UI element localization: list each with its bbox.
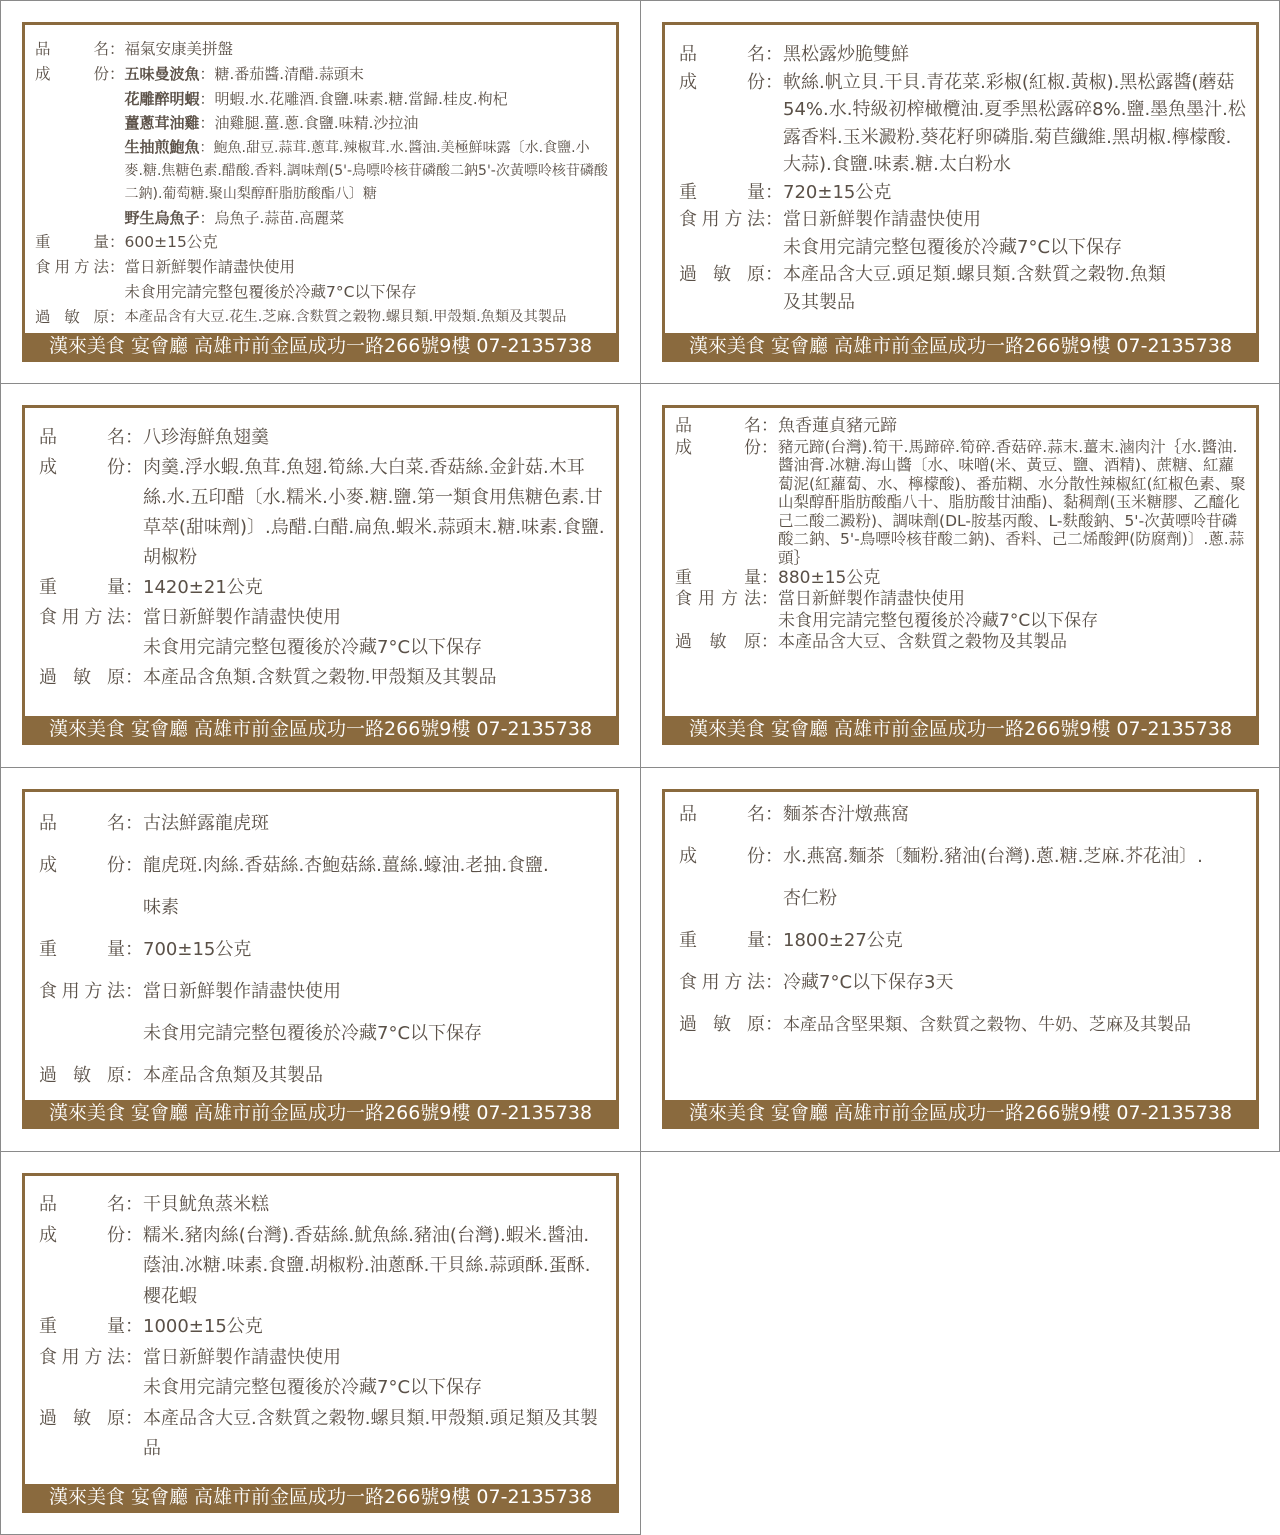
ingredient-item: 薑蔥茸油雞 ：油雞腿.薑.蔥.食鹽.味精.沙拉油 (124, 114, 419, 132)
label-footer: 漢來美食 宴會廳 高雄市前金區成功一路266號9樓 07-2135738 (665, 716, 1256, 742)
ingredient-item: 五味曼波魚 ：糖.番茄醬.清醋.蒜頭末 (124, 65, 364, 83)
allergen-value: 本產品含堅果類、含麩質之穀物、牛奶、芝麻及其製品 (783, 1015, 1191, 1035)
allergen-value: 本產品含魚類及其製品 (143, 1065, 323, 1086)
product-name: 魚香蓮貞豬元蹄 (778, 416, 897, 436)
food-label (22, 22, 619, 362)
weight-value: 1420±21公克 (143, 577, 263, 598)
ingredients-row: 成 份 ： 軟絲.帆立貝.干貝.青花菜.彩椒(紅椒.黃椒).黑松露醬(蘑菇54%.水.特級初榨橄欖油.夏季黑松露碎8%.鹽.墨魚墨汁.松露香料.玉米澱粉.葵花籽卵磷脂.菊苣纖維.黑胡椒.檸檬酸.大蒜).食鹽.味素.糖.太白粉水 (679, 69, 1246, 179)
allergen-row: 過 敏 原 ： 本產品含大豆.頭足類.螺貝類.含麩質之穀物.魚類及其製品 (679, 261, 1246, 316)
product-name: 干貝魷魚蒸米糕 (143, 1194, 269, 1215)
weight-value: 880±15公克 (778, 567, 881, 588)
usage-line: 當日新鮮製作請盡快使用 (143, 607, 341, 628)
weight-row: 重 量 ： 1800±27公克 (679, 920, 1246, 962)
label-footer: 漢來美食 宴會廳 高雄市前金區成功一路266號9樓 07-2135738 (665, 1100, 1256, 1126)
usage-line: 未食用完請完整包覆後於冷藏7°C以下保存 (143, 637, 483, 658)
product-name: 麵茶杏汁燉燕窩 (783, 804, 909, 825)
ingredients-value: 水.燕窩.麵茶〔麵粉.豬油(台灣).蔥.糖.芝麻.芥花油〕.杏仁粉 (783, 846, 1203, 909)
weight-value: 1000±15公克 (143, 1316, 263, 1337)
allergen-row: 過 敏 原 ： 本產品含大豆.含麩質之穀物.螺貝類.甲殼類.頭足類及其製品 (39, 1404, 606, 1465)
ingredients-row: 成 份 ： 水.燕窩.麵茶〔麵粉.豬油(台灣).蔥.糖.芝麻.芥花油〕.杏仁粉 (679, 836, 1246, 920)
product-name: 八珍海鮮魚翅羹 (143, 427, 269, 448)
usage-line: 當日新鮮製作請盡快使用 (143, 981, 341, 1002)
usage-row: 食 用 方 法 ： 當日新鮮製作請盡快使用 未食用完請完整包覆後於冷藏7°C以下保存 (35, 255, 608, 305)
ingredients-value: 肉羹.浮水蝦.魚茸.魚翅.筍絲.大白菜.香菇絲.金針菇.木耳絲.水.五印醋〔水.糯米.小麥.糖.鹽.第一類食用焦糖色素.甘草萃(甜味劑)〕.烏醋.白醋.扁魚.蝦米.蒜頭末.糖.味素.食鹽.胡椒粉 (143, 457, 605, 568)
label-footer: 漢來美食 宴會廳 高雄市前金區成功一路266號9樓 07-2135738 (665, 333, 1256, 359)
ingredient-item: 生抽煎鮑魚：鮑魚.甜豆.蒜茸.蔥茸.辣椒茸.水.醬油.美極鮮味露〔水.食鹽.小麥.糖.焦糖色素.醋酸.香料.調味劑(5'-鳥嘌呤核苷磷酸二鈉5'-次黃嘌呤核苷磷酸二鈉).葡萄糖.聚山梨醇酐脂肪酸酯八〕糖 (124, 137, 608, 202)
allergen-row: 過 敏 原 ： 本產品含堅果類、含麩質之穀物、牛奶、芝麻及其製品 (679, 1004, 1246, 1046)
allergen-row: 過 敏 原 ： 本產品含有大豆.花生.芝麻.含麩質之穀物.螺貝類.甲殼類.魚類及其製品 (35, 305, 608, 330)
weight-row: 重 量 ： 720±15公克 (679, 179, 1246, 207)
usage-row: 食 用 方 法 ： 當日新鮮製作請盡快使用 未食用完請完整包覆後於冷藏7°C以下保存 (675, 589, 1246, 632)
usage-row: 食 用 方 法 ： 當日新鮮製作請盡快使用 未食用完請完整包覆後於冷藏7°C以下保存 (39, 603, 606, 663)
label-footer: 漢來美食 宴會廳 高雄市前金區成功一路266號9樓 07-2135738 (25, 333, 616, 359)
ingredient-item: 花雕醉明蝦 ：明蝦.水.花雕酒.食鹽.味素.糖.當歸.桂皮.枸杞 (124, 89, 508, 108)
food-label (662, 789, 1259, 1129)
allergen-value: 本產品含大豆、含麩質之穀物及其製品 (778, 632, 1067, 653)
weight-value: 720±15公克 (783, 181, 892, 203)
food-label (22, 405, 619, 745)
usage-row: 食 用 方 法 ： 當日新鮮製作請盡快使用 未食用完請完整包覆後於冷藏7°C以下保存 (39, 971, 606, 1055)
ingredients-row: 成 份 ： 糯米.豬肉絲(台灣).香菇絲.魷魚絲.豬油(台灣).蝦米.醬油.蔭油.冰糖.味素.食鹽.胡椒粉.油蔥酥.干貝絲.蒜頭酥.蛋酥.櫻花蝦 (39, 1221, 606, 1313)
name-row: 品 名 ： 八珍海鮮魚翅羹 (39, 423, 606, 453)
usage-line: 未食用完請完整包覆後於冷藏7°C以下保存 (783, 236, 1123, 258)
weight-value: 700±15公克 (143, 939, 252, 960)
name-row: 品 名 ： 古法鮮露龍虎斑 (39, 803, 606, 845)
food-label (22, 1173, 619, 1513)
food-label (662, 22, 1259, 362)
usage-line: 未食用完請完整包覆後於冷藏7°C以下保存 (143, 1377, 483, 1398)
usage-line: 當日新鮮製作請盡快使用 (143, 1346, 341, 1368)
ingredient-item: 野生烏魚子 ：烏魚子.蒜苗.高麗菜 (124, 208, 345, 227)
food-label (662, 405, 1259, 745)
usage-row: 食 用 方 法 ： 冷藏7°C以下保存3天 (679, 962, 1246, 1004)
ingredients-value: 糯米.豬肉絲(台灣).香菇絲.魷魚絲.豬油(台灣).蝦米.醬油.蔭油.冰糖.味素.食鹽.胡椒粉.油蔥酥.干貝絲.蒜頭酥.蛋酥.櫻花蝦 (143, 1224, 591, 1307)
allergen-row: 過 敏 原 ： 本產品含大豆、含麩質之穀物及其製品 (675, 632, 1246, 654)
weight-value: 600±15公克 (124, 233, 218, 251)
product-name: 福氣安康美拼盤 (124, 40, 234, 58)
food-label (22, 789, 619, 1129)
allergen-value: 本產品含魚類.含麩質之穀物.甲殼類及其製品 (143, 667, 497, 688)
usage-row: 食 用 方 法 ： 當日新鮮製作請盡快使用 未食用完請完整包覆後於冷藏7°C以下保存 (679, 206, 1246, 261)
allergen-value: 本產品含有大豆.花生.芝麻.含麩質之穀物.螺貝類.甲殼類.魚類及其製品 (124, 309, 567, 325)
weight-row: 重 量 ： 1420±21公克 (39, 573, 606, 603)
label-footer: 漢來美食 宴會廳 高雄市前金區成功一路266號9樓 07-2135738 (25, 1100, 616, 1126)
product-name: 黑松露炒脆雙鮮 (783, 44, 909, 65)
ingredients-row: 成 份 ： 龍虎斑.肉絲.香菇絲.杏鮑菇絲.薑絲.蠔油.老抽.食鹽.味素 (39, 845, 606, 929)
usage-line: 未食用完請完整包覆後於冷藏7°C以下保存 (143, 1023, 483, 1044)
usage-row: 食 用 方 法 ： 當日新鮮製作請盡快使用 未食用完請完整包覆後於冷藏7°C以下保存 (39, 1343, 606, 1404)
label-footer: 漢來美食 宴會廳 高雄市前金區成功一路266號9樓 07-2135738 (25, 716, 616, 742)
name-row: 品 名 ： 麵茶杏汁燉燕窩 (679, 794, 1246, 836)
ingredients-value: 豬元蹄(台灣).筍干.馬蹄碎.筍碎.香菇碎.蒜末.薑末.滷肉汁｛水.醬油.醬油膏.冰糖.海山醬〔水、味噌(米、黃豆、鹽、酒精)、蔗糖、紅蘿蔔泥(紅蘿蔔、水、檸檬酸)、番茄糊、水分散性辣椒紅(紅椒色素、聚山梨醇酐脂肪酸酯八十、脂肪酸甘油酯)、黏稠劑(玉米糖膠、乙醯化己二酸二澱粉)、調味劑(DL-胺基丙酸、L-麩酸鈉、5'-次黃嘌呤苷磷酸二鈉、5'-鳥嘌呤核苷酸二鈉)、香料、己二烯酸鉀(防腐劑)〕.蔥.蒜頭｝ (778, 437, 1246, 568)
ingredients-value: 龍虎斑.肉絲.香菇絲.杏鮑菇絲.薑絲.蠔油.老抽.食鹽.味素 (143, 855, 549, 918)
name-row: 品 名 ： 黑松露炒脆雙鮮 (679, 41, 1246, 69)
weight-row: 重 量 ： 700±15公克 (39, 929, 606, 971)
weight-row: 重 量 ： 880±15公克 (675, 568, 1246, 590)
weight-row: 重 量 ： 600±15公克 (35, 230, 608, 255)
usage-line: 冷藏7°C以下保存3天 (783, 972, 954, 993)
usage-line: 當日新鮮製作請盡快使用 (783, 209, 981, 230)
ingredients-row: 成 份 ： 豬元蹄(台灣).筍干.馬蹄碎.筍碎.香菇碎.蒜末.薑末.滷肉汁｛水.醬油.醬油膏.冰糖.海山醬〔水、味噌(米、黃豆、鹽、酒精)、蔗糖、紅蘿蔔泥(紅蘿蔔、水、檸檬酸)、番茄糊、水分散性辣椒紅(紅椒色素、聚山梨醇酐脂肪酸酯八十、脂肪酸甘油酯)、黏稠劑(玉米糖膠、乙醯化己二酸二澱粉)、調味劑(DL-胺基丙酸、L-麩酸鈉、5'-次黃嘌呤苷磷酸二鈉、5'-鳥嘌呤核苷酸二鈉)、香料、己二烯酸鉀(防腐劑)〕.蔥.蒜頭｝ (675, 437, 1246, 568)
name-row: 品 名 ： 福氣安康美拼盤 (35, 37, 608, 62)
allergen-row: 過 敏 原 ： 本產品含魚類.含麩質之穀物.甲殼類及其製品 (39, 663, 606, 693)
ingredients-row: 成 份 ： 肉羹.浮水蝦.魚茸.魚翅.筍絲.大白菜.香菇絲.金針菇.木耳絲.水.五印醋〔水.糯米.小麥.糖.鹽.第一類食用焦糖色素.甘草萃(甜味劑)〕.烏醋.白醋.扁魚.蝦米.蒜頭末.糖.味素.食鹽.胡椒粉 (39, 453, 606, 573)
allergen-row: 過 敏 原 ： 本產品含魚類及其製品 (39, 1055, 606, 1097)
ingredients-row: 成 份 ： 五味曼波魚 ：糖.番茄醬.清醋.蒜頭末 花雕醉明蝦 ：明蝦.水.花雕酒.食鹽.味素.糖.當歸.桂皮.枸杞 薑蔥茸油雞 ：油雞腿.薑.蔥.食鹽.味精.沙拉油 生抽煎鮑魚：鮑魚.甜豆.蒜茸.蔥茸.辣椒茸.水.醬油.美極鮮味露〔水.食鹽.小麥.糖.焦糖色素.醋酸.香料.調味劑(5'-鳥嘌呤核苷磷酸二鈉5'-次黃嘌呤核苷磷酸二鈉).葡萄糖.聚山梨醇酐脂肪酸酯八〕糖 野生烏魚子 ：烏魚子.蒜苗.高麗菜 (35, 62, 608, 230)
allergen-value: 本產品含大豆.含麩質之穀物.螺貝類.甲殼類.頭足類及其製品 (143, 1407, 598, 1459)
usage-line: 當日新鮮製作請盡快使用 (124, 258, 296, 276)
weight-value: 1800±27公克 (783, 930, 903, 951)
allergen-value: 本產品含大豆.頭足類.螺貝類.含麩質之穀物.魚類及其製品 (783, 264, 1166, 313)
usage-line: 當日新鮮製作請盡快使用 (778, 589, 965, 610)
name-row: 品 名 ： 干貝魷魚蒸米糕 (39, 1190, 606, 1221)
weight-row: 重 量 ： 1000±15公克 (39, 1312, 606, 1343)
name-row: 品 名 ： 魚香蓮貞豬元蹄 (675, 416, 1246, 438)
product-name: 古法鮮露龍虎斑 (143, 813, 269, 834)
ingredients-value: 軟絲.帆立貝.干貝.青花菜.彩椒(紅椒.黃椒).黑松露醬(蘑菇54%.水.特級初榨橄欖油.夏季黑松露碎8%.鹽.墨魚墨汁.松露香料.玉米澱粉.葵花籽卵磷脂.菊苣纖維.黑胡椒.檸檬酸.大蒜).食鹽.味素.糖.太白粉水 (783, 71, 1246, 175)
label-footer: 漢來美食 宴會廳 高雄市前金區成功一路266號9樓 07-2135738 (25, 1484, 616, 1510)
usage-line: 未食用完請完整包覆後於冷藏7°C以下保存 (778, 610, 1099, 631)
usage-line: 未食用完請完整包覆後於冷藏7°C以下保存 (124, 283, 417, 301)
